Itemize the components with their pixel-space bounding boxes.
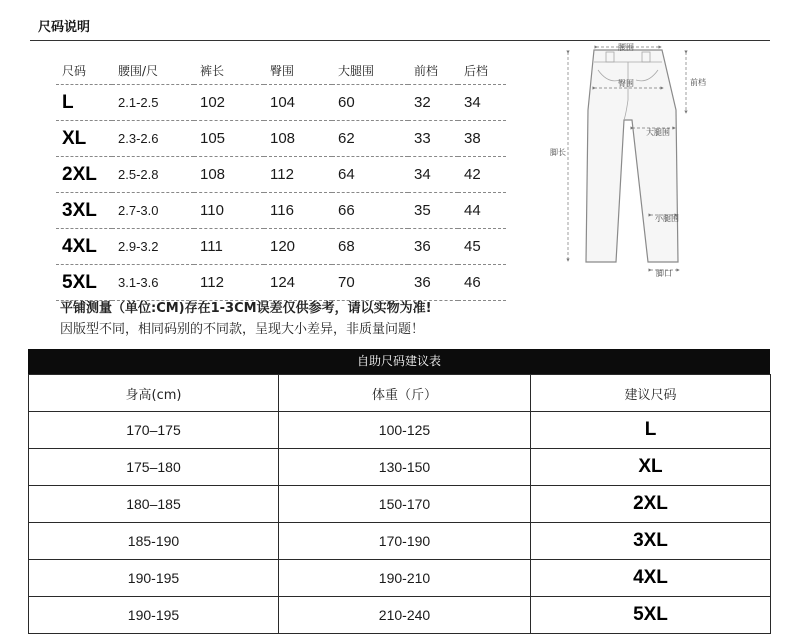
- table-row: [56, 265, 506, 301]
- weight-cell: 100-125: [279, 412, 531, 449]
- table-cell: 42: [458, 157, 506, 193]
- size-label: L: [56, 85, 112, 121]
- table-cell: 2.5-2.8: [112, 157, 194, 193]
- size-chart-header: 腰围/尺: [112, 56, 194, 85]
- table-cell: 34: [458, 85, 506, 121]
- table-cell: 33: [408, 121, 458, 157]
- measurement-note: 平铺测量（单位:CM)存在1-3CM误差仅供参考，请以实物为准!: [60, 301, 432, 316]
- table-row: [29, 412, 771, 449]
- table-cell: 108: [264, 121, 332, 157]
- size-chart-header: 臀围: [264, 56, 332, 85]
- size-label: XL: [56, 121, 112, 157]
- size-label: 2XL: [56, 157, 112, 193]
- table-cell: 2.3-2.6: [112, 121, 194, 157]
- table-cell: 32: [408, 85, 458, 121]
- weight-cell: 150-170: [279, 486, 531, 523]
- table-cell: 34: [408, 157, 458, 193]
- table-row: [29, 486, 771, 523]
- suggested-size-cell: 5XL: [531, 597, 771, 634]
- suggested-size-cell: 4XL: [531, 560, 771, 597]
- table-cell: 102: [194, 85, 264, 121]
- table-cell: 66: [332, 193, 408, 229]
- suggested-size-cell: XL: [531, 449, 771, 486]
- size-chart-table: [56, 56, 506, 301]
- table-cell: 110: [194, 193, 264, 229]
- size-chart-header: 裤长: [194, 56, 264, 85]
- table-row: [56, 157, 506, 193]
- table-cell: 2.1-2.5: [112, 85, 194, 121]
- table-cell: 45: [458, 229, 506, 265]
- table-cell: 112: [264, 157, 332, 193]
- table-row: [56, 85, 506, 121]
- weight-cell: 190-210: [279, 560, 531, 597]
- size-chart-header-row: [56, 56, 506, 85]
- table-cell: 111: [194, 229, 264, 265]
- table-row: [56, 121, 506, 157]
- diagram-labels: [550, 43, 706, 278]
- height-cell: 170–175: [29, 412, 279, 449]
- disclaimer-note: 因版型不同，相同码别的不同款，呈现大小差异，非质量问题！: [60, 322, 425, 337]
- waist-label: 腰围: [618, 43, 634, 52]
- table-row: [29, 597, 771, 634]
- table-cell: 62: [332, 121, 408, 157]
- table-row: [56, 229, 506, 265]
- table-cell: 2.9-3.2: [112, 229, 194, 265]
- calf-label: 小腿围: [655, 214, 679, 223]
- table-cell: 2.7-3.0: [112, 193, 194, 229]
- height-cell: 190-195: [29, 560, 279, 597]
- suggested-size-cell: 2XL: [531, 486, 771, 523]
- suggested-size-cell: 3XL: [531, 523, 771, 560]
- recommendation-header: 身高(cm): [29, 375, 279, 412]
- height-cell: 190-195: [29, 597, 279, 634]
- table-cell: 38: [458, 121, 506, 157]
- table-cell: 70: [332, 265, 408, 301]
- table-cell: 35: [408, 193, 458, 229]
- size-chart-header: 尺码: [56, 56, 112, 85]
- recommendation-header: 建议尺码: [531, 375, 771, 412]
- size-chart-header: 大腿围: [332, 56, 408, 85]
- table-cell: 46: [458, 265, 506, 301]
- table-cell: 124: [264, 265, 332, 301]
- height-cell: 180–185: [29, 486, 279, 523]
- height-cell: 175–180: [29, 449, 279, 486]
- front-rise-label: 前档: [690, 78, 706, 87]
- size-chart-header: 前档: [408, 56, 458, 85]
- size-chart-header: 后档: [458, 56, 506, 85]
- size-recommendation-box: [28, 349, 770, 625]
- recommendation-header-row: [29, 375, 771, 412]
- page-title: 尺码说明: [38, 20, 91, 35]
- table-cell: 36: [408, 265, 458, 301]
- size-label: 4XL: [56, 229, 112, 265]
- recommendation-header: 体重（斤）: [279, 375, 531, 412]
- table-row: [29, 449, 771, 486]
- weight-cell: 170-190: [279, 523, 531, 560]
- suggested-size-cell: L: [531, 412, 771, 449]
- size-label: 3XL: [56, 193, 112, 229]
- table-cell: 36: [408, 229, 458, 265]
- table-cell: 60: [332, 85, 408, 121]
- recommendation-table: [28, 374, 771, 634]
- table-cell: 104: [264, 85, 332, 121]
- table-row: [56, 193, 506, 229]
- thigh-label: 大腿围: [646, 128, 670, 137]
- height-cell: 185-190: [29, 523, 279, 560]
- table-cell: 112: [194, 265, 264, 301]
- table-cell: 44: [458, 193, 506, 229]
- table-cell: 64: [332, 157, 408, 193]
- pants-diagram: [528, 40, 728, 280]
- size-label: 5XL: [56, 265, 112, 301]
- table-cell: 3.1-3.6: [112, 265, 194, 301]
- table-cell: 120: [264, 229, 332, 265]
- weight-cell: 210-240: [279, 597, 531, 634]
- hip-label: 臀围: [618, 79, 634, 88]
- weight-cell: 130-150: [279, 449, 531, 486]
- table-cell: 116: [264, 193, 332, 229]
- table-cell: 108: [194, 157, 264, 193]
- length-label: 脚长: [550, 148, 566, 157]
- table-cell: 68: [332, 229, 408, 265]
- table-row: [29, 560, 771, 597]
- leg-opening-label: 脚口: [656, 269, 672, 278]
- table-row: [29, 523, 771, 560]
- recommendation-title: 自助尺码建议表: [28, 349, 770, 374]
- table-cell: 105: [194, 121, 264, 157]
